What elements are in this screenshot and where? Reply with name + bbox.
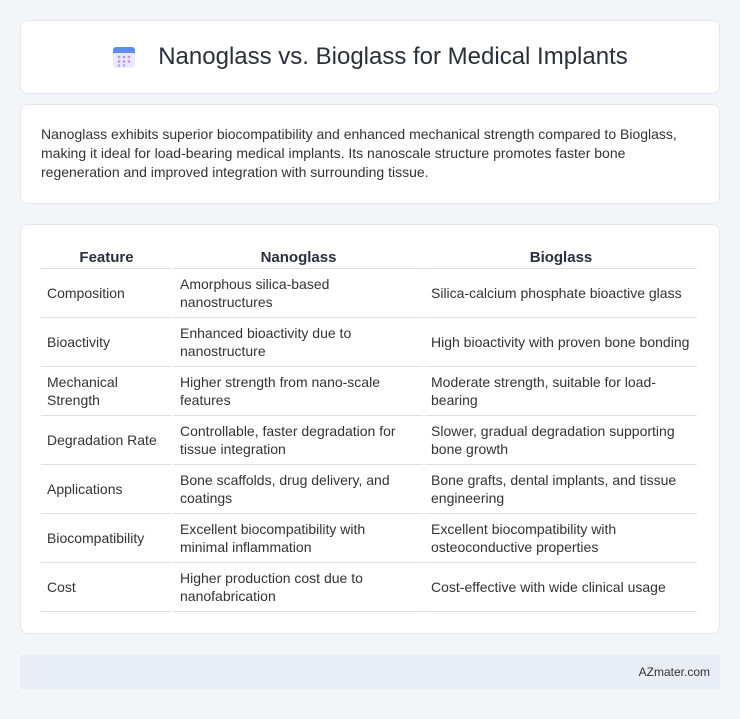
bioglass-cell: Excellent biocompatibility with osteoconductive properties — [425, 514, 697, 563]
header-bioglass: Bioglass — [425, 245, 697, 269]
table-row — [41, 563, 697, 612]
feature-cell: Mechanical Strength — [41, 367, 172, 416]
feature-cell: Biocompatibility — [41, 514, 172, 563]
page-title: Nanoglass vs. Bioglass for Medical Implants — [158, 43, 628, 70]
nanoglass-cell: Higher strength from nano-scale features — [174, 367, 423, 416]
nanoglass-cell: Controllable, faster degradation for tissue integration — [174, 416, 423, 465]
comparison-table-card — [20, 224, 720, 634]
feature-cell: Applications — [41, 465, 172, 514]
feature-cell: Cost — [41, 563, 172, 612]
bioglass-cell: Cost-effective with wide clinical usage — [425, 563, 697, 612]
nanoglass-cell: Enhanced bioactivity due to nanostructure — [174, 318, 423, 367]
calendar-grid-icon — [112, 45, 136, 69]
table-header-row — [41, 245, 697, 269]
bioglass-cell: Bone grafts, dental implants, and tissue engineering — [425, 465, 697, 514]
nanoglass-cell: Amorphous silica-based nanostructures — [174, 269, 423, 318]
table-row — [41, 465, 697, 514]
header-nanoglass: Nanoglass — [174, 245, 423, 269]
bioglass-cell: Slower, gradual degradation supporting bone growth — [425, 416, 697, 465]
table-row — [41, 514, 697, 563]
feature-cell: Bioactivity — [41, 318, 172, 367]
summary-card — [20, 104, 720, 204]
comparison-table — [39, 245, 699, 612]
nanoglass-cell: Excellent biocompatibility with minimal inflammation — [174, 514, 423, 563]
bioglass-cell: High bioactivity with proven bone bonding — [425, 318, 697, 367]
bioglass-cell: Moderate strength, suitable for load-bearing — [425, 367, 697, 416]
bioglass-cell: Silica-calcium phosphate bioactive glass — [425, 269, 697, 318]
table-row — [41, 416, 697, 465]
table-row — [41, 367, 697, 416]
summary-text: Nanoglass exhibits superior biocompatibility and enhanced mechanical strength compared to Bioglass, making it ideal for load-bearing medical implants. Its nanoscale structure promotes faster bone regeneration and improved integration with surrounding tissue. — [41, 126, 677, 180]
feature-cell: Degradation Rate — [41, 416, 172, 465]
table-row — [41, 318, 697, 367]
header-feature: Feature — [41, 245, 172, 269]
nanoglass-cell: Bone scaffolds, drug delivery, and coatings — [174, 465, 423, 514]
nanoglass-cell: Higher production cost due to nanofabrication — [174, 563, 423, 612]
footer-brand: AZmater.com — [638, 665, 710, 679]
table-row — [41, 269, 697, 318]
title-card — [20, 20, 720, 94]
footer-bar — [20, 655, 720, 689]
feature-cell: Composition — [41, 269, 172, 318]
